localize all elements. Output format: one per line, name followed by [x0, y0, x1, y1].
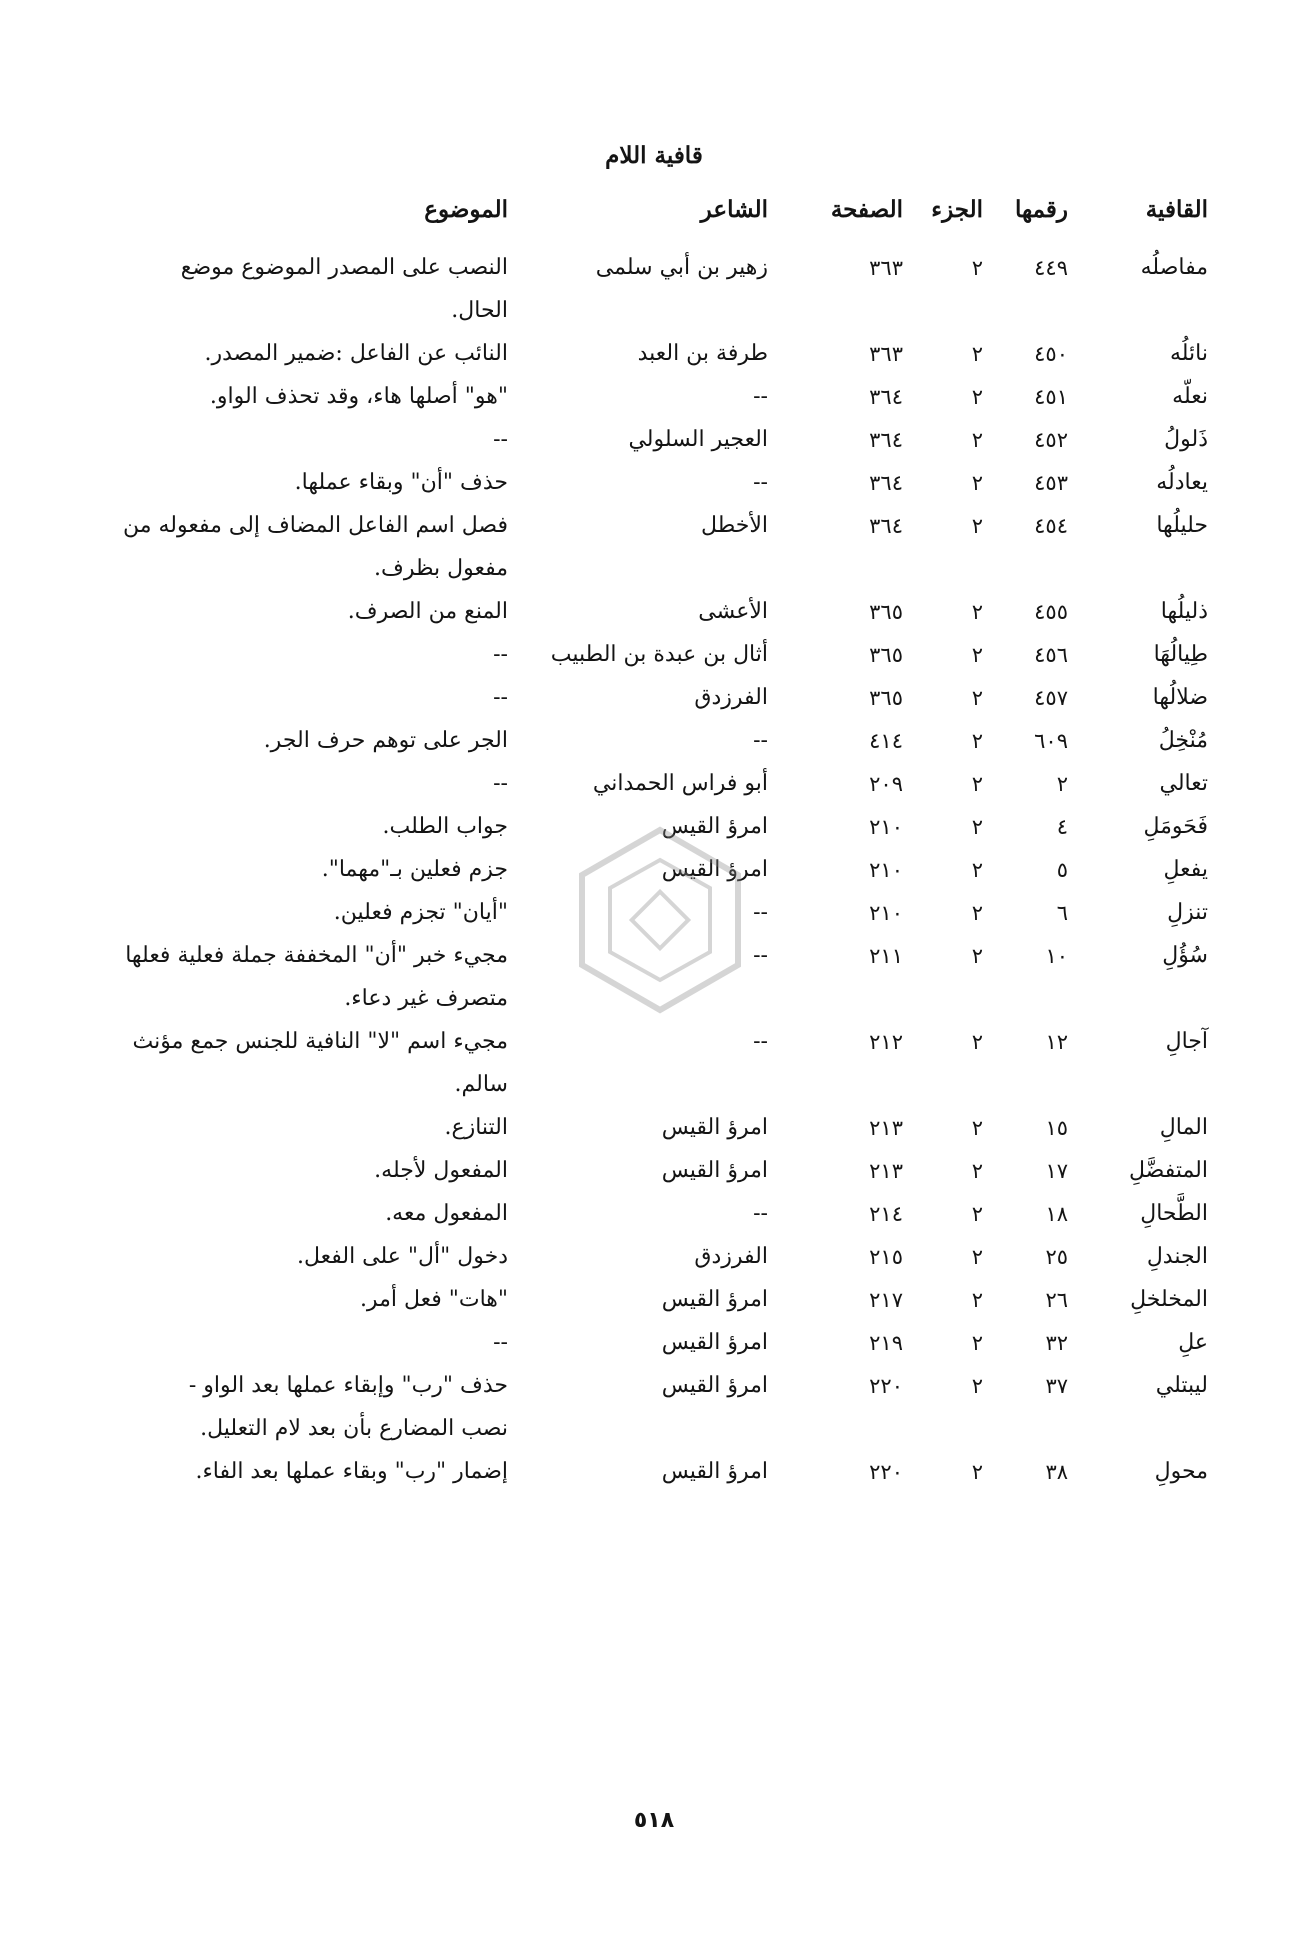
cell-juz: ٢	[971, 686, 983, 710]
cell-raqm: ٢٥	[1045, 1245, 1068, 1269]
cell-raqm: ٣٧	[1045, 1374, 1068, 1398]
cell-raqm: ٤٤٩	[1034, 256, 1068, 280]
cell-juz: ٢	[971, 1331, 983, 1355]
cell-qafia: يفعلِ	[1163, 857, 1208, 882]
cell-raqm: ٤٥٤	[1034, 514, 1068, 538]
cell-shair: --	[753, 384, 768, 409]
cell-shair: العجير السلولي	[628, 427, 768, 452]
cell-safha: ٢١٧	[869, 1288, 903, 1312]
cell-safha: ٢٢٠	[869, 1374, 903, 1398]
cell-raqm: ٣٨	[1045, 1460, 1068, 1484]
cell-shair: --	[753, 470, 768, 495]
cell-safha: ٣٦٤	[869, 514, 903, 538]
cell-shair: --	[753, 1029, 768, 1054]
cell-shair: امرؤ القيس	[661, 814, 768, 839]
cell-shair: امرؤ القيس	[661, 1330, 768, 1355]
cell-qafia: محولِ	[1154, 1459, 1208, 1484]
cell-mawdu: --	[493, 1330, 508, 1355]
cell-shair: الفرزدق	[694, 1244, 768, 1269]
cell-qafia: آجالِ	[1165, 1029, 1208, 1054]
cell-juz: ٢	[971, 643, 983, 667]
cell-raqm: ٤٥١	[1034, 385, 1068, 409]
cell-safha: ٣٦٣	[869, 256, 903, 280]
cell-qafia: يعادلُه	[1156, 470, 1208, 495]
cell-mawdu: فصل اسم الفاعل المضاف إلى مفعوله من	[122, 513, 508, 538]
cell-mawdu: مفعول بظرف.	[374, 556, 508, 581]
cell-shair: زهير بن أبي سلمى	[595, 255, 768, 280]
cell-qafia: فَحَومَلِ	[1143, 814, 1208, 839]
cell-safha: ٢٠٩	[869, 772, 903, 796]
cell-mawdu: --	[493, 685, 508, 710]
cell-raqm: ٥	[1056, 858, 1068, 882]
cell-juz: ٢	[971, 1202, 983, 1226]
cell-juz: ٢	[971, 944, 983, 968]
cell-safha: ٢١٢	[869, 1030, 903, 1054]
cell-mawdu: دخول "أل" على الفعل.	[296, 1244, 508, 1269]
cell-raqm: ٢٦	[1045, 1288, 1068, 1312]
cell-qafia: ذَلولُ	[1164, 427, 1208, 452]
cell-qafia: المالِ	[1159, 1115, 1208, 1140]
cell-qafia: حليلُها	[1156, 513, 1208, 538]
cell-safha: ٢١٠	[869, 858, 903, 882]
cell-shair: أثال بن عبدة بن الطبيب	[550, 642, 768, 667]
cell-raqm: ٣٢	[1045, 1331, 1068, 1355]
cell-qafia: المخلخلِ	[1130, 1287, 1208, 1312]
cell-juz: ٢	[971, 1374, 983, 1398]
cell-mawdu: "هو" أصلها هاء، وقد تحذف الواو.	[209, 384, 508, 409]
cell-juz: ٢	[971, 1288, 983, 1312]
cell-juz: ٢	[971, 600, 983, 624]
cell-qafia: سُؤُلِ	[1162, 943, 1208, 968]
cell-qafia: مفاصلُه	[1140, 255, 1208, 280]
cell-qafia: ضلالُها	[1152, 685, 1208, 710]
cell-mawdu: المنع من الصرف.	[347, 599, 508, 624]
cell-mawdu: "هات" فعل أمر.	[359, 1287, 508, 1312]
header-raqm: رقمها	[1014, 196, 1068, 223]
cell-raqm: ٤٥٧	[1034, 686, 1068, 710]
cell-mawdu: المفعول لأجله.	[374, 1158, 508, 1183]
cell-raqm: ٤٥٣	[1034, 471, 1068, 495]
cell-qafia: علِ	[1178, 1330, 1208, 1355]
cell-raqm: ٤٥٦	[1034, 643, 1068, 667]
cell-juz: ٢	[971, 428, 983, 452]
cell-qafia: الطَّحالِ	[1140, 1201, 1208, 1226]
cell-qafia: ليبتلي	[1155, 1373, 1208, 1398]
cell-juz: ٢	[971, 858, 983, 882]
cell-safha: ٢١٣	[869, 1116, 903, 1140]
cell-mawdu: --	[493, 642, 508, 667]
cell-mawdu: حذف "رب" وإبقاء عملها بعد الواو -	[188, 1373, 508, 1398]
cell-shair: --	[753, 728, 768, 753]
cell-juz: ٢	[971, 1460, 983, 1484]
cell-shair: الأخطل	[701, 513, 768, 538]
cell-safha: ٣٦٤	[869, 471, 903, 495]
cell-mawdu: مجيء خبر "أن" المخففة جملة فعلية فعلها	[125, 943, 508, 968]
header-qafia: القافية	[1145, 196, 1208, 223]
cell-shair: امرؤ القيس	[661, 1287, 768, 1312]
cell-safha: ٢١٣	[869, 1159, 903, 1183]
page-number: ٥١٨	[633, 1808, 675, 1833]
header-safha: الصفحة	[830, 196, 903, 223]
cell-juz: ٢	[971, 256, 983, 280]
cell-mawdu: النصب على المصدر الموضوع موضع	[180, 255, 508, 280]
cell-safha: ٣٦٥	[869, 600, 903, 624]
cell-raqm: ٢	[1056, 772, 1068, 796]
cell-juz: ٢	[971, 901, 983, 925]
cell-qafia: تنزلِ	[1167, 900, 1208, 925]
cell-juz: ٢	[971, 342, 983, 366]
cell-raqm: ٦٠٩	[1034, 729, 1068, 753]
cell-raqm: ٤٥٠	[1034, 342, 1068, 366]
cell-mawdu: متصرف غير دعاء.	[344, 986, 508, 1011]
cell-mawdu: حذف "أن" وبقاء عملها.	[294, 470, 508, 495]
cell-shair: طرفة بن العبد	[637, 341, 768, 366]
cell-safha: ٣٦٥	[869, 686, 903, 710]
cell-shair: امرؤ القيس	[661, 1115, 768, 1140]
cell-raqm: ٦	[1056, 901, 1068, 925]
cell-juz: ٢	[971, 1116, 983, 1140]
cell-shair: --	[753, 943, 768, 968]
cell-qafia: ذليلُها	[1160, 599, 1208, 624]
cell-juz: ٢	[971, 815, 983, 839]
cell-juz: ٢	[971, 772, 983, 796]
header-mawdu: الموضوع	[424, 196, 508, 223]
cell-safha: ٢١٤	[869, 1202, 903, 1226]
cell-raqm: ١٠	[1045, 944, 1068, 968]
cell-mawdu: جزم فعلين بـ"مهما".	[321, 857, 508, 882]
cell-shair: --	[753, 900, 768, 925]
cell-safha: ٢١٩	[869, 1331, 903, 1355]
cell-raqm: ١٢	[1045, 1030, 1068, 1054]
cell-juz: ٢	[971, 514, 983, 538]
cell-safha: ٣٦٥	[869, 643, 903, 667]
cell-shair: الأعشى	[698, 599, 768, 624]
cell-shair: امرؤ القيس	[661, 1459, 768, 1484]
cell-mawdu: سالم.	[454, 1072, 508, 1097]
cell-mawdu: المفعول معه.	[385, 1201, 508, 1226]
header-juz: الجزء	[931, 196, 983, 223]
cell-shair: الفرزدق	[694, 685, 768, 710]
cell-raqm: ١٥	[1045, 1116, 1068, 1140]
cell-raqm: ٤	[1056, 815, 1068, 839]
cell-safha: ٢١٠	[869, 815, 903, 839]
cell-qafia: مُنْخِلُ	[1158, 728, 1208, 753]
cell-mawdu: إضمار "رب" وبقاء عملها بعد الفاء.	[195, 1459, 508, 1484]
cell-safha: ٢١١	[869, 944, 903, 968]
library-seal-watermark	[560, 820, 760, 1020]
cell-juz: ٢	[971, 1159, 983, 1183]
cell-juz: ٢	[971, 385, 983, 409]
cell-safha: ٢٢٠	[869, 1460, 903, 1484]
cell-juz: ٢	[971, 1245, 983, 1269]
cell-safha: ٣٦٣	[869, 342, 903, 366]
cell-safha: ٢١٠	[869, 901, 903, 925]
cell-mawdu: الجر على توهم حرف الجر.	[263, 728, 508, 753]
cell-raqm: ٤٥٢	[1034, 428, 1068, 452]
cell-safha: ٣٦٤	[869, 428, 903, 452]
cell-mawdu: جواب الطلب.	[382, 814, 508, 839]
cell-raqm: ٤٥٥	[1034, 600, 1068, 624]
cell-mawdu: نصب المضارع بأن بعد لام التعليل.	[200, 1416, 508, 1441]
cell-mawdu: مجيء اسم "لا" النافية للجنس جمع مؤنث	[132, 1029, 508, 1054]
cell-qafia: تعالي	[1159, 771, 1208, 796]
cell-mawdu: الحال.	[451, 298, 508, 323]
cell-qafia: نعلّه	[1172, 384, 1208, 409]
cell-raqm: ١٧	[1045, 1159, 1068, 1183]
cell-raqm: ١٨	[1045, 1202, 1068, 1226]
cell-juz: ٢	[971, 471, 983, 495]
cell-shair: أبو فراس الحمداني	[592, 771, 768, 796]
cell-mawdu: النائب عن الفاعل :ضمير المصدر.	[204, 341, 508, 366]
header-shair: الشاعر	[700, 196, 768, 223]
cell-mawdu: --	[493, 427, 508, 452]
cell-mawdu: "أيان" تجزم فعلين.	[333, 900, 508, 925]
cell-qafia: نائلُه	[1169, 341, 1208, 366]
cell-qafia: المتفضَّلِ	[1128, 1158, 1208, 1183]
cell-shair: امرؤ القيس	[661, 1158, 768, 1183]
cell-juz: ٢	[971, 729, 983, 753]
cell-qafia: الجندلِ	[1146, 1244, 1208, 1269]
cell-safha: ٢١٥	[869, 1245, 903, 1269]
cell-safha: ٣٦٤	[869, 385, 903, 409]
cell-mawdu: --	[493, 771, 508, 796]
cell-shair: --	[753, 1201, 768, 1226]
cell-qafia: طِيالُهَا	[1153, 642, 1208, 667]
cell-shair: امرؤ القيس	[661, 1373, 768, 1398]
cell-shair: امرؤ القيس	[661, 857, 768, 882]
cell-juz: ٢	[971, 1030, 983, 1054]
cell-safha: ٤١٤	[869, 729, 903, 753]
page-title: قافية اللام	[605, 142, 703, 169]
cell-mawdu: التنازع.	[444, 1115, 508, 1140]
